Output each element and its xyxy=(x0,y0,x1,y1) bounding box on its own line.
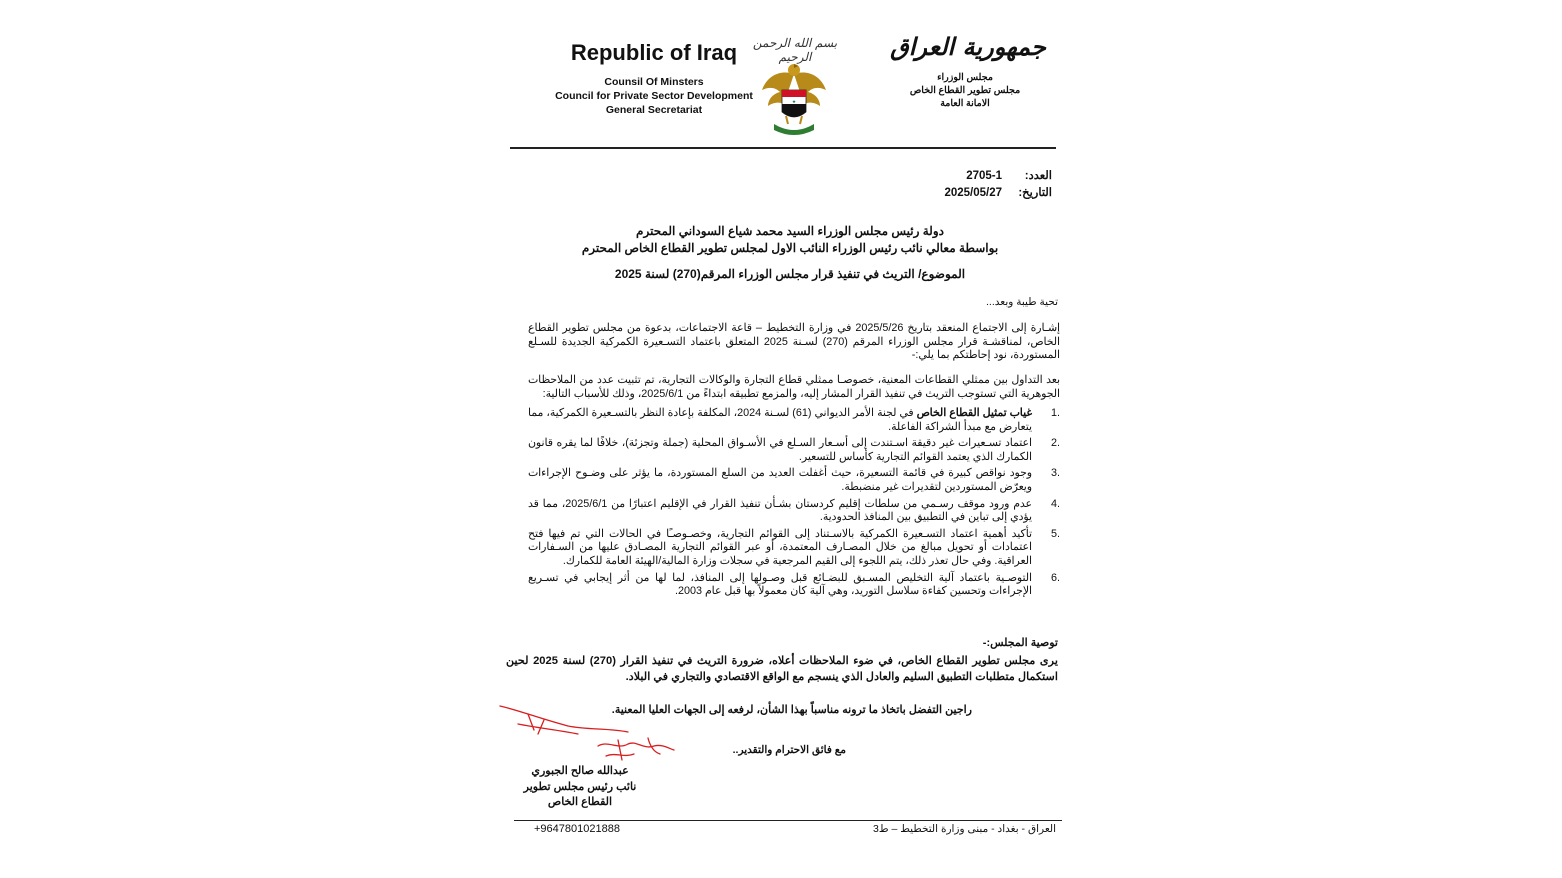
reference-block xyxy=(880,168,1052,202)
addressee-block xyxy=(540,223,1040,257)
svg-text:★: ★ xyxy=(791,100,797,105)
intro-paragraph: إشـارة إلى الاجتماع المنعقد بتاريخ 2025/5/26 في وزارة التخطيط – قاعة الاجتماعات، بدعوة من مجلس تطوير القطاع الخاص، لمناقشـة قرار مجلس الوزراء المرقم (270) لسـنة 2025 المتعلق باعتماد التسـعيرة الكمركية الجديدة للسـلع المستوردة، نود إحاطتكم بما يلي:- xyxy=(528,322,1060,362)
subject-line: الموضوع/ التريث في تنفيذ قرار مجلس الوزراء المرقم(270) لسنة 2025 xyxy=(614,267,966,281)
discussion-paragraph: بعد التداول بين ممثلي القطاعات المعنية، خصوصـا ممثلي قطاع التجارة والوكالات التجارية، تم تثبيت عدد من الملاحظات الجوهرية التي تستوجب التريث في تنفيذ القرار المشار إليه، والمزمع تطبيقه ابتداءً من 2025/6/1، وذلك للأسباب التالية: xyxy=(528,374,1060,400)
recommendation-heading: توصية المجلس:- xyxy=(982,637,1058,649)
greeting: تحية طيبة وبعد... xyxy=(986,296,1058,308)
list-item-number: 4. xyxy=(1050,497,1060,510)
english-header-line: Council for Private Sector Development xyxy=(555,90,753,102)
list-item-text: اعتماد تسـعيرات غير دقيقة اسـتندت إلى أسـعار السـلع في الأسـواق المحلية (جملة وتجزئة)، خلافًا لما يقره قانون الكمارك الذي يعتمد القوائم التجارية كأساس للتسعير. xyxy=(528,437,1032,463)
footer-address: العراق - بغداد - مبنى وزارة التخطيط – ط3 xyxy=(872,823,1056,835)
recommendation-text: يرى مجلس تطوير القطاع الخاص، في ضوء الملاحظات أعلاه، ضرورة التريث في تنفيذ القرار (270) لسنة 2025 لحين استكمال متطلبات التطبيق السليم والعادل الذي ينسجم مع الواقع الاقتصادي والتجاري في البلاد. xyxy=(506,655,1058,683)
signer-title: نائب رئيس مجلس تطوير xyxy=(523,780,637,793)
list-item xyxy=(528,498,1060,525)
header-divider xyxy=(510,147,1056,149)
date-value: 2025/05/27 xyxy=(944,187,1002,199)
number-label: العدد: xyxy=(1024,170,1052,182)
list-item-text: عدم ورود موقف رسـمي من سلطات إقليم كردستان بشـأن تنفيذ القرار في الإقليم اعتبارًا من 2025/6/1، مما قد يؤدي إلى تباين في التطبيق بين المنافذ الحدودية. xyxy=(528,497,1032,524)
list-item-number: 1. xyxy=(1050,407,1060,419)
addressee-line: دولة رئيس مجلس الوزراء السيد محمد شياع السوداني المحترم xyxy=(636,224,944,238)
english-country-title: Republic of Iraq xyxy=(570,40,738,65)
basmala: بسم الله الرحمن الرحيم xyxy=(752,36,838,64)
arabic-header-line: الامانة العامة xyxy=(940,98,990,109)
list-item-number: 3. xyxy=(1050,467,1060,480)
list-item xyxy=(528,572,1060,599)
signer-title: القطاع الخاص xyxy=(547,796,613,808)
iraq-eagle-emblem-icon xyxy=(758,60,830,138)
arabic-header-lines xyxy=(900,71,1030,110)
footer-phone: +9647801021888 xyxy=(534,823,620,835)
number-value: 2705-1 xyxy=(966,170,1002,182)
letter-page xyxy=(440,0,1122,878)
list-item-text: التوصـية باعتماد آلية التخليص المسـبق للبضـائع قبل وصـولها إلى المنافذ، لما لها من أثر إيجابي في تسـريع الإجراءات وتحسين كفاءة سلاسل التوريد، وهي آلية كان معمولاً بها قبل عام 2003. xyxy=(528,571,1032,598)
closing-regards: مع فائق الاحترام والتقدير.. xyxy=(732,744,846,756)
signer-name: عبدالله صالح الجبوري xyxy=(531,765,629,777)
addressee-line: بواسطة معالي نائب رئيس الوزراء النائب الاول لمجلس تطوير القطاع الخاص المحترم xyxy=(581,241,999,255)
list-item-text: وجود نواقص كبيرة في قائمة التسعيرة، حيث أغفلت العديد من السلع المستوردة، ما يؤثر على وضـوح الإجراءات ويعرّض المستوردين لتقديرات غير منضبطة. xyxy=(528,467,1032,493)
list-item xyxy=(528,528,1060,569)
signer-block xyxy=(500,764,660,811)
english-header-line: Counsil Of Minsters xyxy=(604,76,704,88)
list-item-number: 6. xyxy=(1050,571,1060,584)
request-line: راجين التفضل باتخاذ ما ترونه مناسباً بهذا الشأن، لرفعه إلى الجهات العليا المعنية. xyxy=(611,704,972,716)
arabic-header-line: مجلس الوزراء xyxy=(937,72,993,83)
list-item xyxy=(528,407,1060,434)
list-item-bold: غياب تمثيل القطاع الخاص xyxy=(916,407,1032,419)
observations-list xyxy=(528,407,1060,602)
list-item-text: في لجنة الأمر الديواني (61) لسـنة 2024، المكلفة بإعادة النظر بالتسـعيرة الكمركية، مما يتعارض مع مبدأ الشراكة الفاعلة. xyxy=(528,407,1032,433)
arabic-header-line: مجلس تطوير القطاع الخاص xyxy=(909,85,1021,96)
date-row xyxy=(880,185,1052,202)
list-item xyxy=(528,467,1060,494)
number-row xyxy=(880,168,1052,185)
list-item xyxy=(528,437,1060,464)
list-item-text: تأكيد أهمية اعتماد التسـعيرة الكمركية بالاسـتناد إلى القوائم التجارية، وخصـوصـًا في الحالات التي تم فيها فتح اعتمادات أو تحويل مبالغ من خلال المصـارف المعتمدة، أو عبر القوائم التجارية المصـادق عليها من السـفارات العراقية. وفي حال تعذر ذلك، يتم اللجوء إلى القيم المرجعية في سجلات وزارة المالية/الهيئة العامة للكمارك. xyxy=(528,527,1032,567)
list-item-number: 5. xyxy=(1050,527,1060,540)
footer-divider xyxy=(514,820,1062,821)
date-label: التاريخ: xyxy=(1018,187,1052,199)
arabic-country-title: جمهورية العراق xyxy=(890,32,1046,61)
english-header-line: General Secretariat xyxy=(605,104,703,116)
list-item-number: 2. xyxy=(1050,437,1060,450)
handwritten-signature-icon xyxy=(498,700,678,770)
